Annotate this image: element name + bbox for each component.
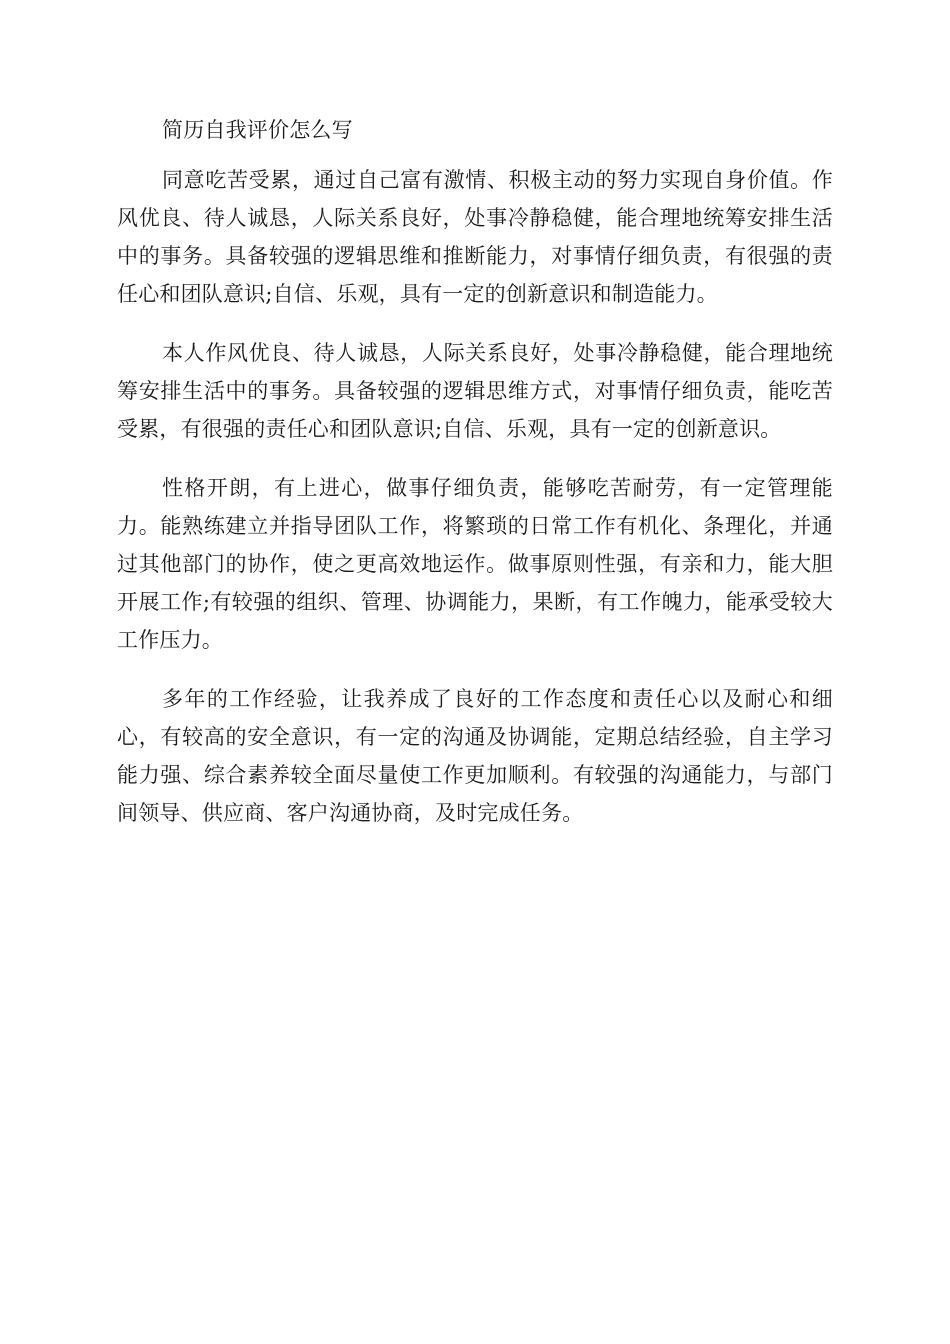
document-body [117,116,833,853]
paragraph-4: 多年的工作经验，让我养成了良好的工作态度和责任心以及耐心和细心，有较高的安全意识，有一定的沟通及协调能，定期总结经验，自主学习能力强、综合素养较全面尽量使工作更加顺利。有较强的沟通能力，与部门间领导、供应商、客户沟通协商，及时完成任务。 [117,687,833,825]
document-title: 简历自我评价怎么写 [162,118,353,142]
paragraph-2: 本人作风优良、待人诚恳，人际关系良好，处事冷静稳健，能合理地统筹安排生活中的事务。具备较强的逻辑思维方式，对事情仔细负责，能吃苦受累，有很强的责任心和团队意识;自信、乐观，具有一定的创新意识。 [117,341,833,441]
paragraph-1: 同意吃苦受累，通过自己富有激情、积极主动的努力实现自身价值。作风优良、待人诚恳，人际关系良好，处事冷静稳健，能合理地统筹安排生活中的事务。具备较强的逻辑思维和推断能力，对事情仔细负责，有很强的责任心和团队意识;自信、乐观，具有一定的创新意识和制造能力。 [117,168,833,306]
paragraph-3: 性格开朗，有上进心，做事仔细负责，能够吃苦耐劳，有一定管理能力。能熟练建立并指导团队工作，将繁琐的日常工作有机化、条理化，并通过其他部门的协作，使之更高效地运作。做事原则性强，有亲和力，能大胆开展工作;有较强的组织、管理、协调能力，果断，有工作魄力，能承受较大工作压力。 [117,476,833,652]
